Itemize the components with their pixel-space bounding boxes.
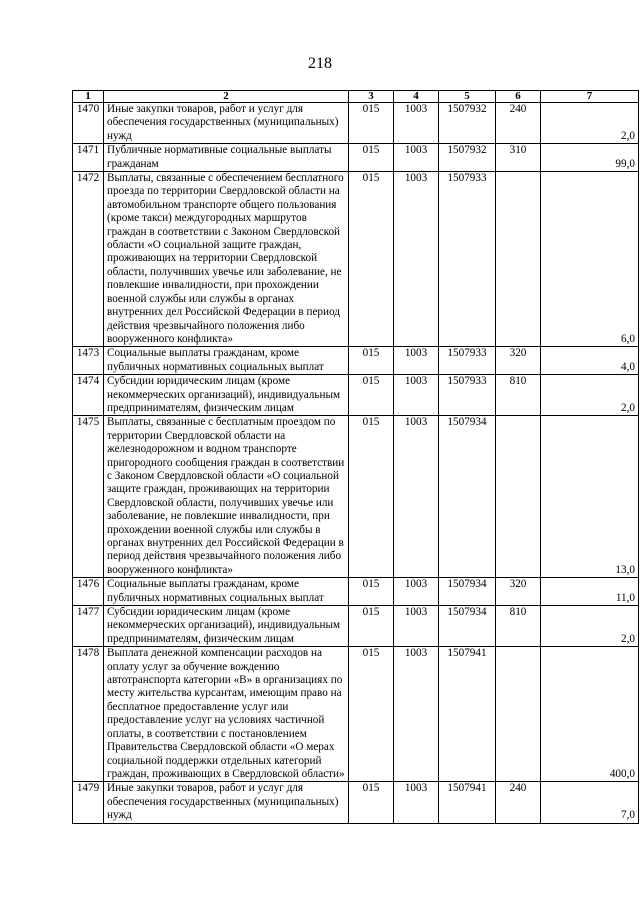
target-article-code: 1507934 (439, 606, 496, 647)
table-row (73, 144, 639, 172)
target-article-code: 1507934 (439, 578, 496, 606)
ministry-code: 015 (349, 578, 394, 606)
row-amount: 2,0 (541, 375, 639, 416)
section-code: 1003 (394, 782, 439, 823)
table-row (73, 347, 639, 375)
ministry-code: 015 (349, 416, 394, 578)
table-header-row (73, 91, 639, 103)
row-amount: 13,0 (541, 416, 639, 578)
table-row (73, 375, 639, 416)
table-row (73, 103, 639, 144)
row-description: Социальные выплаты гражданам, кроме публичных нормативных социальных выплат (104, 578, 349, 606)
column-header: 7 (541, 91, 639, 103)
ministry-code: 015 (349, 606, 394, 647)
section-code: 1003 (394, 103, 439, 144)
budget-table (72, 90, 639, 824)
section-code: 1003 (394, 347, 439, 375)
row-amount: 6,0 (541, 172, 639, 347)
expense-type-code (496, 647, 541, 782)
target-article-code: 1507933 (439, 172, 496, 347)
section-code: 1003 (394, 606, 439, 647)
row-description: Социальные выплаты гражданам, кроме публичных нормативных социальных выплат (104, 347, 349, 375)
row-description: Субсидии юридическим лицам (кроме некоммерческих организаций), индивидуальным предпринимателям, физическим лицам (104, 606, 349, 647)
row-description: Субсидии юридическим лицам (кроме некоммерческих организаций), индивидуальным предпринимателям, физическим лицам (104, 375, 349, 416)
ministry-code: 015 (349, 172, 394, 347)
column-header: 2 (104, 91, 349, 103)
row-amount: 2,0 (541, 606, 639, 647)
column-header: 6 (496, 91, 541, 103)
row-number: 1474 (73, 375, 104, 416)
expense-type-code: 810 (496, 606, 541, 647)
section-code: 1003 (394, 172, 439, 347)
row-number: 1472 (73, 172, 104, 347)
target-article-code: 1507932 (439, 144, 496, 172)
expense-type-code: 240 (496, 782, 541, 823)
row-number: 1477 (73, 606, 104, 647)
column-header: 4 (394, 91, 439, 103)
expense-type-code: 240 (496, 103, 541, 144)
ministry-code: 015 (349, 647, 394, 782)
table-row (73, 606, 639, 647)
column-header: 1 (73, 91, 104, 103)
row-number: 1476 (73, 578, 104, 606)
section-code: 1003 (394, 375, 439, 416)
row-amount: 99,0 (541, 144, 639, 172)
row-number: 1471 (73, 144, 104, 172)
expense-type-code (496, 416, 541, 578)
row-description: Иные закупки товаров, работ и услуг для обеспечения государственных (муниципальных) нужд (104, 782, 349, 823)
table-row (73, 416, 639, 578)
ministry-code: 015 (349, 347, 394, 375)
row-amount: 2,0 (541, 103, 639, 144)
table-row (73, 172, 639, 347)
table-row (73, 647, 639, 782)
row-description: Выплаты, связанные с обеспечением бесплатного проезда по территории Свердловской области на автомобильном транспорте общего пользования (кроме такси) междугородных маршрутов граждан в соответствии с Законом Свердловской области «О социальной защите граждан, проживающих на территории Свердловской области, получивших увечье или заболевание, не повлекшие инвалидности, при прохождении военной службы или службы в органах внутренних дел Российской Федерации в период действия чрезвычайного положения либо вооруженного конфликта» (104, 172, 349, 347)
row-amount: 11,0 (541, 578, 639, 606)
target-article-code: 1507933 (439, 375, 496, 416)
table-row (73, 578, 639, 606)
expense-type-code: 810 (496, 375, 541, 416)
row-amount: 7,0 (541, 782, 639, 823)
page-number: 218 (308, 55, 332, 72)
section-code: 1003 (394, 578, 439, 606)
row-number: 1478 (73, 647, 104, 782)
column-header: 5 (439, 91, 496, 103)
row-amount: 4,0 (541, 347, 639, 375)
target-article-code: 1507932 (439, 103, 496, 144)
expense-type-code: 320 (496, 578, 541, 606)
ministry-code: 015 (349, 103, 394, 144)
section-code: 1003 (394, 416, 439, 578)
expense-type-code (496, 172, 541, 347)
target-article-code: 1507934 (439, 416, 496, 578)
column-header: 3 (349, 91, 394, 103)
section-code: 1003 (394, 647, 439, 782)
target-article-code: 1507941 (439, 782, 496, 823)
section-code: 1003 (394, 144, 439, 172)
row-number: 1479 (73, 782, 104, 823)
row-number: 1475 (73, 416, 104, 578)
target-article-code: 1507941 (439, 647, 496, 782)
row-description: Иные закупки товаров, работ и услуг для обеспечения государственных (муниципальных) нужд (104, 103, 349, 144)
row-number: 1473 (73, 347, 104, 375)
row-description: Выплаты, связанные с бесплатным проездом по территории Свердловской области на железнодорожном и водном транспорте пригородного сообщения граждан в соответствии с Законом Свердловской области «О социальной защите граждан, проживающих на территории Свердловской области, получивших увечье или заболевание, не повлекшие инвалидности, при прохождении военной службы или службы в органах внутренних дел Российской Федерации в период действия чрезвычайного положения либо вооруженного конфликта» (104, 416, 349, 578)
expense-type-code: 310 (496, 144, 541, 172)
target-article-code: 1507933 (439, 347, 496, 375)
row-amount: 400,0 (541, 647, 639, 782)
ministry-code: 015 (349, 782, 394, 823)
ministry-code: 015 (349, 144, 394, 172)
expense-type-code: 320 (496, 347, 541, 375)
table-row (73, 782, 639, 823)
row-description: Выплата денежной компенсации расходов на оплату услуг за обучение вождению автотранспорта категории «В» в организациях по месту жительства курсантам, имеющим право на бесплатное предоставление услуг или предоставление услуг на условиях частичной оплаты, в соответствии с постановлением Правительства Свердловской области «О мерах социальной поддержки отдельных категорий граждан, проживающих в Свердловской области» (104, 647, 349, 782)
ministry-code: 015 (349, 375, 394, 416)
row-number: 1470 (73, 103, 104, 144)
row-description: Публичные нормативные социальные выплаты гражданам (104, 144, 349, 172)
